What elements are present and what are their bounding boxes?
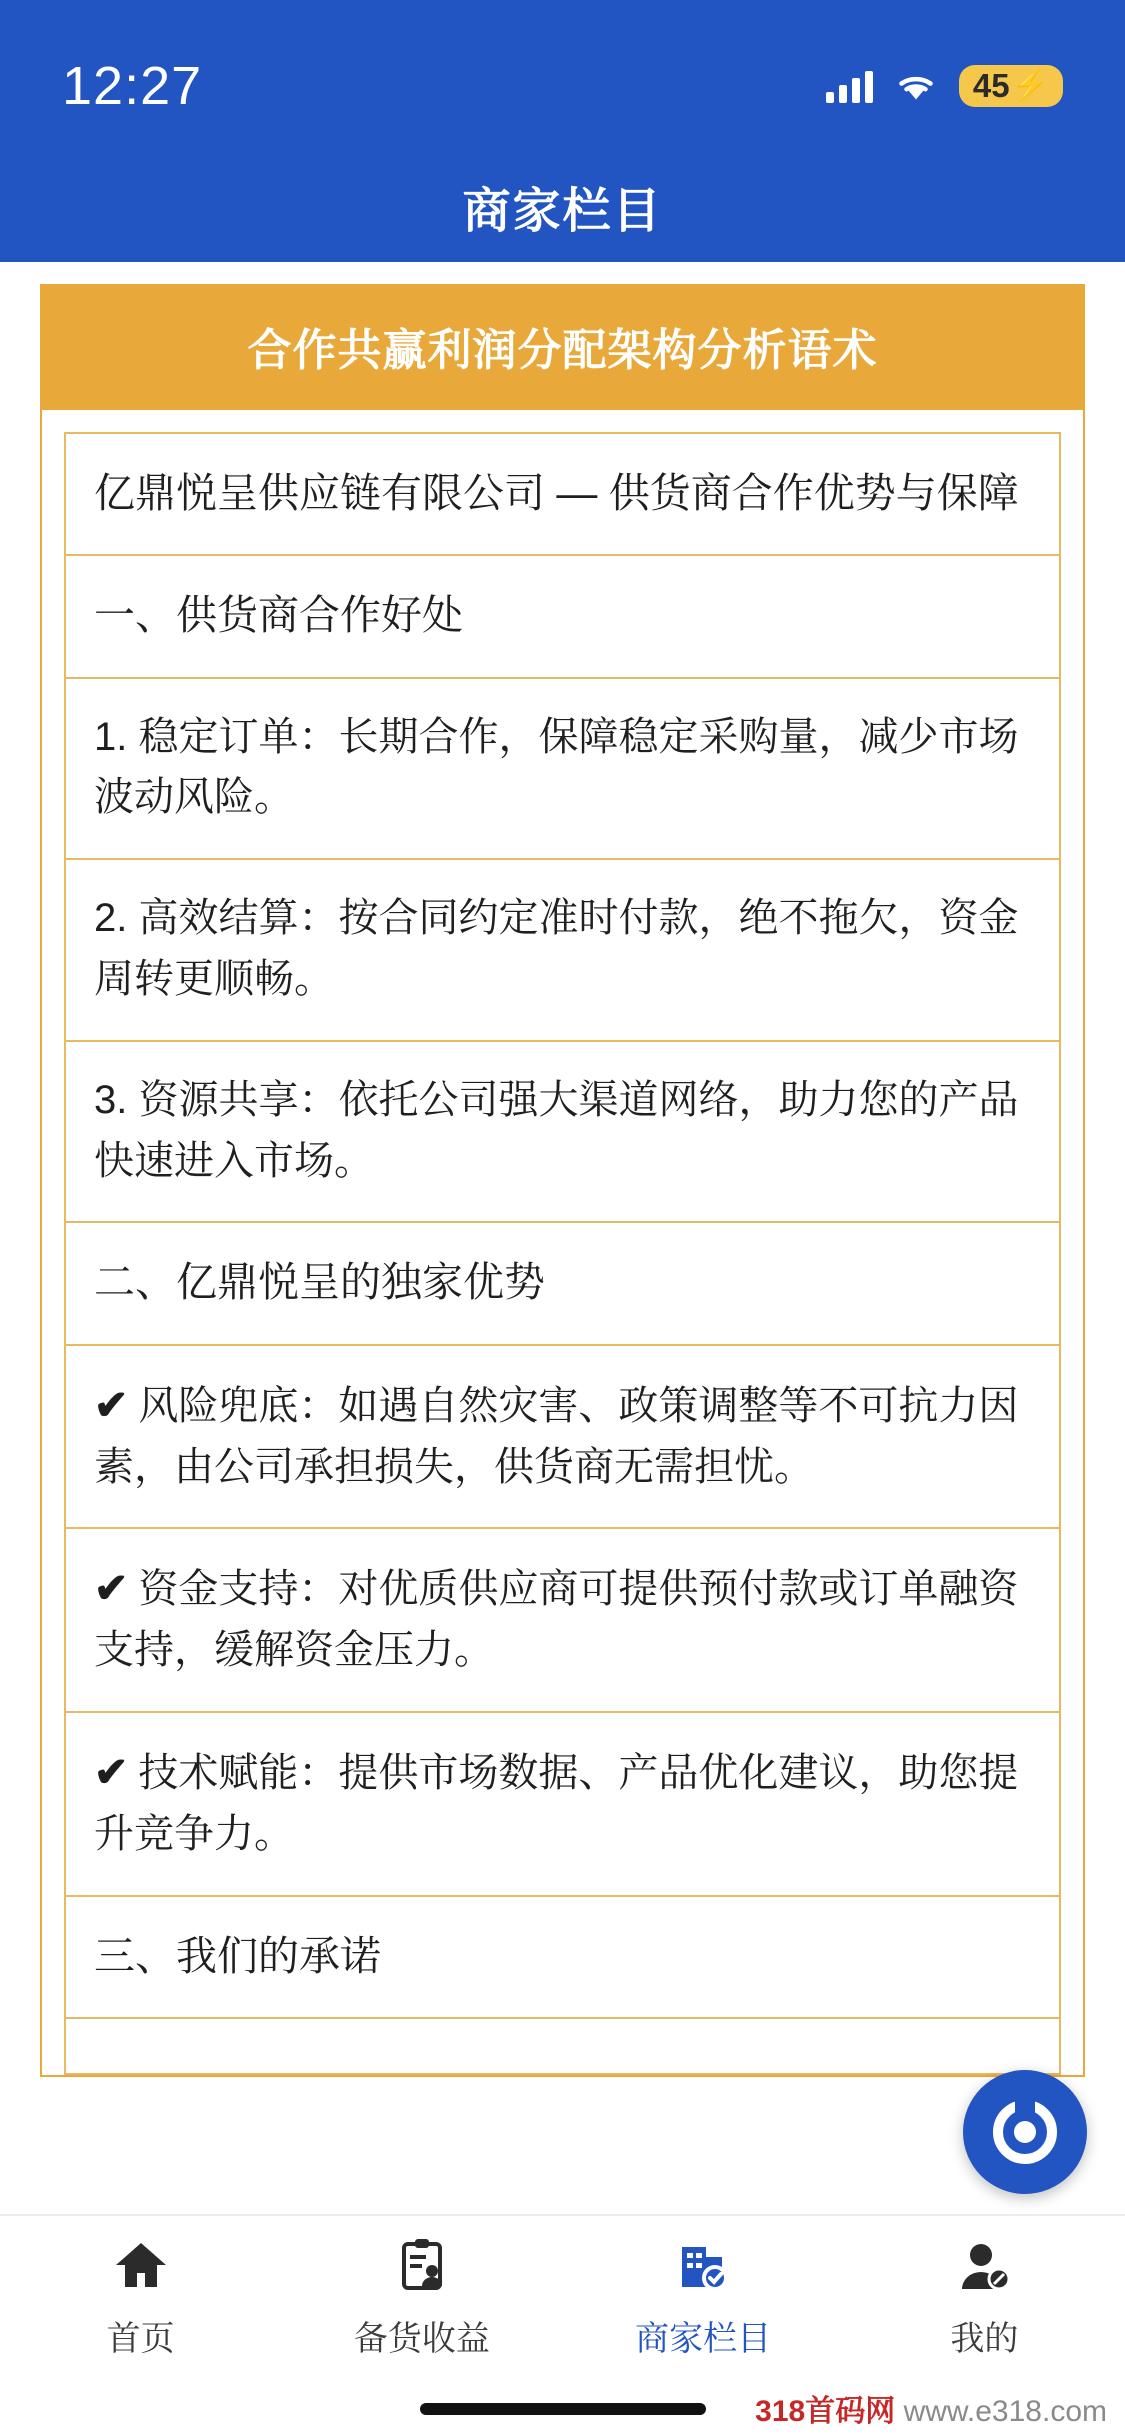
check-mark-icon: ✔ xyxy=(94,1748,129,1795)
wifi-icon xyxy=(895,69,937,103)
support-fab-button[interactable] xyxy=(963,2070,1087,2194)
list-item xyxy=(64,1344,1061,1528)
battery-level-label: 45 xyxy=(972,67,1010,104)
list-item xyxy=(64,677,1061,859)
watermark-prefix: 318首码网 xyxy=(755,2395,896,2428)
status-bar-clock: 12:27 xyxy=(62,56,203,116)
list-item-partially-visible xyxy=(64,2017,1061,2075)
headset-support-icon xyxy=(993,2100,1057,2164)
list-item xyxy=(64,554,1061,676)
home-icon xyxy=(110,2233,172,2299)
cellular-signal-icon xyxy=(826,69,873,103)
row-text: 亿鼎悦呈供应链有限公司 — 供货商合作优势与保障 xyxy=(94,470,1019,516)
list-item xyxy=(64,1527,1061,1711)
watermark xyxy=(755,2386,1107,2430)
row-text: 三、我们的承诺 xyxy=(94,1932,381,1979)
check-mark-icon: ✔ xyxy=(94,1381,129,1428)
check-mark-icon: ✔ xyxy=(94,1565,129,1612)
home-indicator-bar[interactable] xyxy=(420,2403,706,2415)
list-item xyxy=(64,858,1061,1040)
status-bar-indicators xyxy=(826,65,1063,107)
user-profile-icon xyxy=(953,2233,1015,2299)
app-header xyxy=(0,150,1125,262)
tab-stock-income[interactable] xyxy=(281,2233,562,2360)
card-banner-title: 合作共赢利润分配架构分析语术 xyxy=(42,284,1083,410)
merchant-column-icon xyxy=(672,2233,734,2299)
status-bar xyxy=(0,0,1125,150)
tab-label: 首页 xyxy=(106,2319,175,2358)
list-item xyxy=(64,432,1061,554)
page-title: 商家栏目 xyxy=(462,184,663,238)
card-body xyxy=(42,410,1083,2075)
row-text: 2. 高效结算：按合同约定准时付款，绝不拖欠，资金周转更顺畅。 xyxy=(94,896,1019,1002)
list-item xyxy=(64,1221,1061,1343)
battery-indicator xyxy=(959,65,1063,107)
home-indicator-area xyxy=(0,2382,1125,2436)
tab-label: 我的 xyxy=(950,2319,1019,2358)
tab-label: 备货收益 xyxy=(353,2319,490,2358)
list-item xyxy=(64,1040,1061,1222)
battery-charging-icon: ⚡ xyxy=(1011,68,1049,102)
tab-home[interactable] xyxy=(0,2233,281,2360)
tab-profile[interactable] xyxy=(844,2233,1125,2360)
row-text: 3. 资源共享：依托公司强大渠道网络，助力您的产品快速进入市场。 xyxy=(94,1077,1019,1183)
bottom-tab-bar xyxy=(0,2214,1125,2382)
watermark-suffix: www.e318.com xyxy=(895,2395,1107,2428)
tab-label: 商家栏目 xyxy=(635,2319,772,2358)
info-card xyxy=(40,284,1085,2077)
headset-icon-center xyxy=(1014,2121,1036,2143)
row-text: 1. 稳定订单：长期合作，保障稳定采购量，减少市场波动风险。 xyxy=(94,714,1019,820)
row-text: 一、供货商合作好处 xyxy=(94,592,463,639)
tab-merchant-column[interactable] xyxy=(563,2233,844,2360)
clipboard-person-icon xyxy=(391,2233,453,2299)
row-text: 资金支持：对优质供应商可提供预付款或订单融资支持，缓解资金压力。 xyxy=(94,1567,1019,1673)
list-item xyxy=(64,1711,1061,1895)
row-text: 二、亿鼎悦呈的独家优势 xyxy=(94,1259,545,1306)
list-item xyxy=(64,1895,1061,2017)
content-scroll-area[interactable] xyxy=(0,262,1125,2214)
row-text: 风险兜底：如遇自然灾害、政策调整等不可抗力因素，由公司承担损失，供货商无需担忧。 xyxy=(94,1383,1019,1489)
row-text: 技术赋能：提供市场数据、产品优化建议，助您提升竞争力。 xyxy=(94,1750,1019,1856)
